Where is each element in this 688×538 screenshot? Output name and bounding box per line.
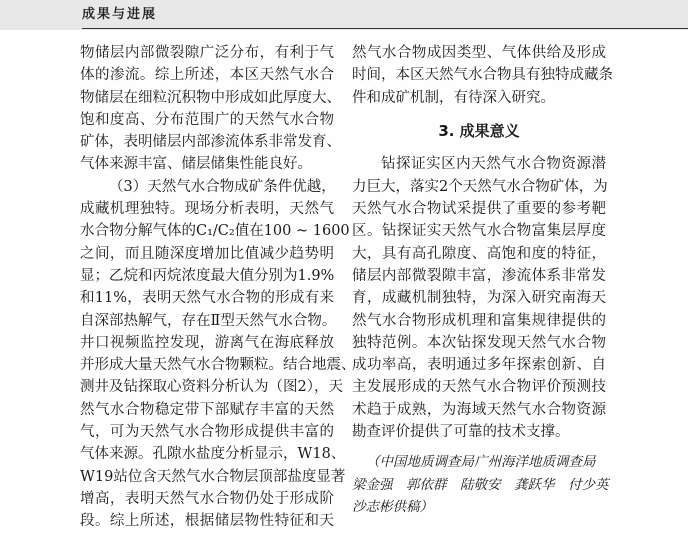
text-line: 测井及钻探取心资料分析认为（图2），天 bbox=[80, 379, 343, 396]
text-line: 然气水合物形成机理和富集规律提供的 bbox=[352, 312, 606, 329]
text-line: 显；乙烷和丙烷浓度最大值分别为1.9% bbox=[80, 267, 335, 284]
text-line: 物储层内部微裂隙广泛分布，有利于气 bbox=[80, 45, 334, 61]
text-line: 件和成矿机制，有待深入研究。 bbox=[352, 89, 555, 106]
credit-line: 沙志彬供稿） bbox=[352, 498, 433, 515]
text-line: 自深部热解气，存在Ⅱ型天然气水合物。 bbox=[80, 312, 337, 329]
section-heading: 3. 成果意义 bbox=[438, 121, 520, 140]
credit-line: （中国地质调查局广州海洋地质调查局 bbox=[366, 454, 596, 471]
text-line: 勘查评价提供了可靠的技术支撑。 bbox=[352, 424, 570, 441]
text-line: 储层内部微裂隙丰富，渗流体系非常发 bbox=[352, 267, 606, 284]
text-line: 矿体，表明储层内部渗流体系非常发育、 bbox=[80, 134, 341, 151]
text-line: 然气水合物稳定带下部赋存丰富的天然 bbox=[80, 401, 334, 418]
text-line: 成功率高，表明通过多年探索创新、自 bbox=[352, 357, 606, 374]
text-line: 大，具有高孔隙度、高饱和度的特征， bbox=[352, 245, 606, 262]
text-line: 气体来源。孔隙水盐度分析显示，W18、 bbox=[80, 446, 346, 463]
text-line: 物储层在细粒沉积物中形成如此厚度大、 bbox=[80, 89, 341, 106]
credit-block bbox=[352, 443, 609, 518]
text-line: 时间，本区天然气水合物具有独特成藏条 bbox=[352, 67, 613, 84]
text-line: 钻探证实区内天然气水合物资源潜 bbox=[381, 156, 606, 173]
text-line: 天然气水合物试采提供了重要的参考靶 bbox=[352, 201, 606, 218]
text-line: 独特范例。本次钻探发现天然气水合物 bbox=[352, 334, 606, 351]
right-column-intro bbox=[352, 42, 613, 109]
text-line: 力巨大，落实2个天然气水合物矿体，为 bbox=[352, 178, 608, 195]
section-header-title: 成果与进展 bbox=[82, 7, 158, 22]
text-line: 增高，表明天然气水合物仍处于形成阶 bbox=[80, 490, 334, 507]
text-line: 和11%，表明天然气水合物的形成有来 bbox=[80, 290, 334, 307]
text-line: 术趋于成熟，为海域天然气水合物资源 bbox=[352, 401, 606, 418]
text-line: 饱和度高、分布范围广的天然气水合物 bbox=[80, 111, 334, 128]
text-line: 气体来源丰富、储层储集性能良好。 bbox=[80, 156, 312, 173]
text-line: W19站位含天然气水合物层顶部盐度显著 bbox=[80, 468, 346, 485]
text-line: 气，可为天然气水合物形成提供丰富的 bbox=[80, 424, 334, 441]
text-line: 成藏机理独特。现场分析表明，天然气 bbox=[80, 201, 334, 218]
credit-line: 梁金强 郭依群 陆敬安 龚跃华 付少英 bbox=[352, 476, 609, 493]
text-line: 之间，而且随深度增加比值减少趋势明 bbox=[80, 245, 334, 262]
text-line: 并形成大量天然气水合物颗粒。结合地震、 bbox=[80, 357, 356, 374]
right-column-body bbox=[352, 153, 606, 443]
text-line: 育，成藏机制独特，为深入研究南海天 bbox=[352, 290, 606, 307]
text-line: 井口视频监控发现，游离气在海底释放 bbox=[80, 334, 334, 351]
text-line: 段。综上所述，根据储层物性特征和天 bbox=[80, 513, 334, 530]
text-line: 水合物分解气体的C₁/C₂值在100 ~ 1600 bbox=[80, 223, 350, 240]
left-column bbox=[80, 42, 356, 533]
header-rule bbox=[82, 28, 688, 29]
text-line: 体的渗流。综上所述，本区天然气水合 bbox=[80, 67, 334, 84]
text-line: （3）天然气水合物成矿条件优越， bbox=[109, 178, 336, 195]
text-line: 区。钻探证实天然气水合物富集层厚度 bbox=[352, 223, 606, 240]
right-column bbox=[352, 42, 613, 518]
text-line: 然气水合物成因类型、气体供给及形成 bbox=[352, 45, 606, 61]
text-line: 主发展形成的天然气水合物评价预测技 bbox=[352, 379, 606, 396]
